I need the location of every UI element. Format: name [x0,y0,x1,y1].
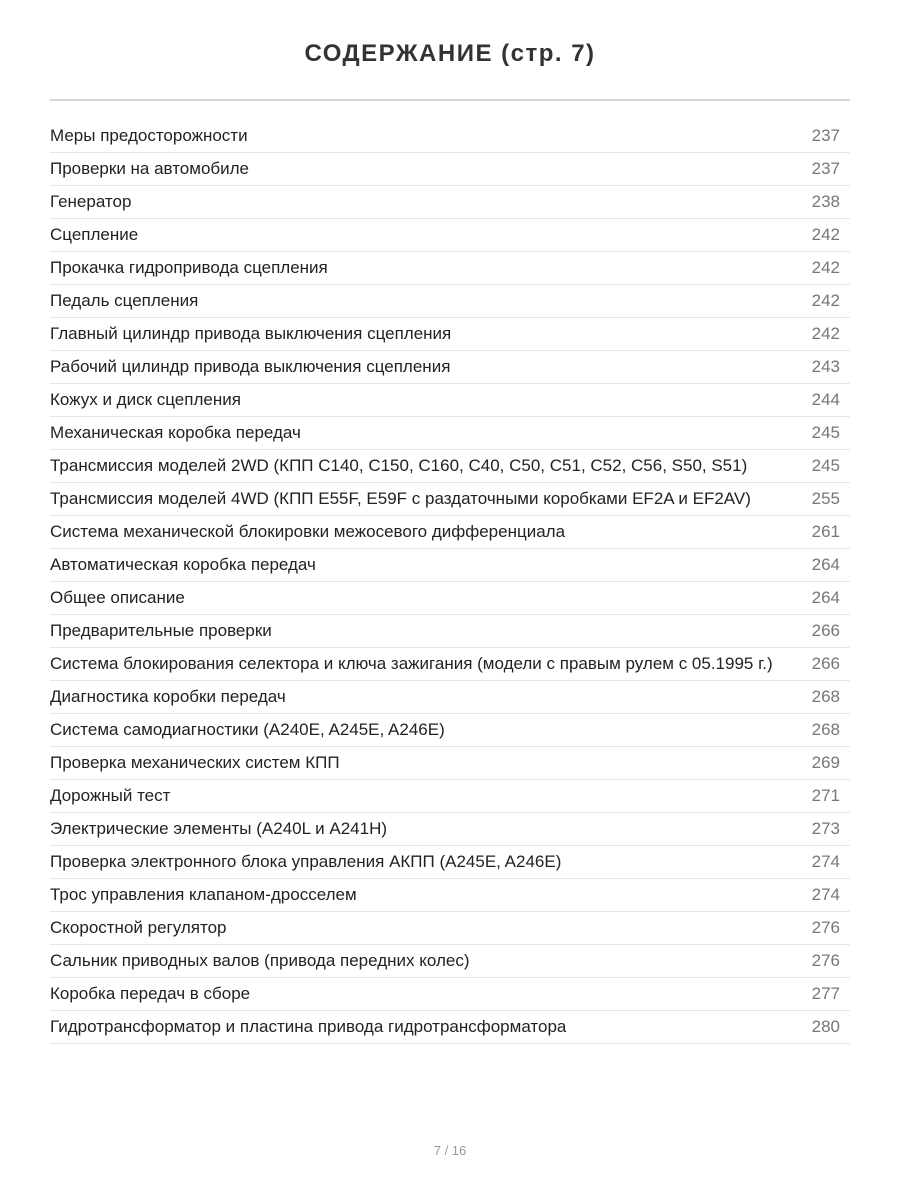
toc-entry-page-number: 264 [811,555,840,574]
toc-entry[interactable] [50,186,850,219]
toc-entry-page-number: 269 [811,753,840,772]
toc-entry-page-number: 261 [811,522,840,541]
toc-entry-title: Педаль сцепления [50,291,199,310]
toc-entry-title: Дорожный тест [50,786,171,805]
toc-entry[interactable] [50,384,850,417]
toc-entry-title: Главный цилиндр привода выключения сцепления [50,324,452,343]
toc-entry[interactable] [50,912,850,945]
toc-entry-page-number: 242 [811,324,840,343]
toc-entry-page-number: 244 [811,390,840,409]
toc-entry-title: Диагностика коробки передач [50,687,286,706]
toc-entry-page-number: 268 [811,687,840,706]
toc-entry-title: Рабочий цилиндр привода выключения сцепления [50,357,451,376]
toc-entry-title: Механическая коробка передач [50,423,301,442]
toc-entry-title: Коробка передач в сборе [50,984,251,1003]
toc-entry[interactable] [50,714,850,747]
toc-entry-title: Предварительные проверки [50,621,272,640]
toc-entry-page-number: 242 [811,225,840,244]
toc-entry[interactable] [50,483,850,516]
toc-entry[interactable] [50,582,850,615]
toc-entry-page-number: 264 [811,588,840,607]
toc-entry[interactable] [50,252,850,285]
toc-entry-page-number: 266 [811,621,840,640]
toc-entry-title: Прокачка гидропривода сцепления [50,258,328,277]
toc-entry-page-number: 242 [811,258,840,277]
toc-entry[interactable] [50,1011,850,1044]
toc-entry-page-number: 243 [811,357,840,376]
toc-entry[interactable] [50,879,850,912]
toc-entry-page-number: 245 [811,456,840,475]
toc-entry[interactable] [50,978,850,1011]
toc-entry-title: Меры предосторожности [50,126,248,145]
title-divider [50,99,850,101]
toc-entry-page-number: 268 [811,720,840,739]
toc-entry[interactable] [50,417,850,450]
toc-entry-title: Скоростной регулятор [50,918,227,937]
toc-entry-page-number: 237 [811,159,840,178]
toc-entry-title: Сцепление [50,225,139,244]
toc-entry-title: Трансмиссия моделей 4WD (КПП E55F, E59F с раздаточными коробками EF2A и EF2AV) [50,489,751,508]
toc-entry-title: Система самодиагностики (A240E, A245E, A246E) [50,720,445,739]
toc-entry-page-number: 271 [811,786,840,805]
toc-entry[interactable] [50,285,850,318]
toc-entry[interactable] [50,351,850,384]
table-of-contents [50,120,850,1044]
toc-entry-title: Сальник приводных валов (привода передних колес) [50,951,470,970]
toc-entry[interactable] [50,780,850,813]
toc-entry-title: Генератор [50,192,132,211]
toc-entry-title: Кожух и диск сцепления [50,390,241,409]
toc-entry[interactable] [50,681,850,714]
toc-entry[interactable] [50,549,850,582]
toc-entry-title: Трос управления клапаном-дросселем [50,885,357,904]
toc-entry-title: Электрические элементы (A240L и A241H) [50,819,388,838]
toc-entry[interactable] [50,450,850,483]
toc-entry-page-number: 266 [811,654,840,673]
toc-entry-page-number: 237 [811,126,840,145]
toc-entry-page-number: 276 [811,918,840,937]
toc-entry-page-number: 255 [811,489,840,508]
toc-entry[interactable] [50,648,850,681]
toc-entry[interactable] [50,813,850,846]
page-number-indicator: 7 / 16 [433,1143,467,1158]
toc-entry-page-number: 238 [811,192,840,211]
toc-entry-title: Гидротрансформатор и пластина привода гидротрансформатора [50,1017,567,1036]
toc-entry-page-number: 280 [811,1017,840,1036]
toc-entry-title: Проверка механических систем КПП [50,753,340,772]
toc-entry[interactable] [50,153,850,186]
toc-entry-title: Трансмиссия моделей 2WD (КПП C140, C150, C160, C40, C50, C51, C52, C56, S50, S51) [50,456,748,475]
toc-entry[interactable] [50,516,850,549]
toc-entry-title: Система блокирования селектора и ключа зажигания (модели с правым рулем с 05.1995 г.) [50,654,773,673]
toc-entry-page-number: 242 [811,291,840,310]
page-title: СОДЕРЖАНИЕ (стр. 7) [304,40,596,67]
toc-entry-title: Система механической блокировки межосевого дифференциала [50,522,566,541]
toc-entry-title: Автоматическая коробка передач [50,555,316,574]
toc-entry-title: Проверки на автомобиле [50,159,250,178]
toc-entry-page-number: 245 [811,423,840,442]
toc-entry-page-number: 277 [811,984,840,1003]
toc-entry-title: Общее описание [50,588,185,607]
toc-entry[interactable] [50,945,850,978]
toc-entry-page-number: 276 [811,951,840,970]
toc-entry[interactable] [50,219,850,252]
toc-entry[interactable] [50,747,850,780]
toc-entry[interactable] [50,318,850,351]
toc-entry-page-number: 273 [811,819,840,838]
toc-entry-page-number: 274 [811,852,840,871]
toc-entry-page-number: 274 [811,885,840,904]
toc-entry[interactable] [50,120,850,153]
toc-entry[interactable] [50,846,850,879]
toc-entry-title: Проверка электронного блока управления АКПП (A245E, A246E) [50,852,562,871]
toc-entry[interactable] [50,615,850,648]
